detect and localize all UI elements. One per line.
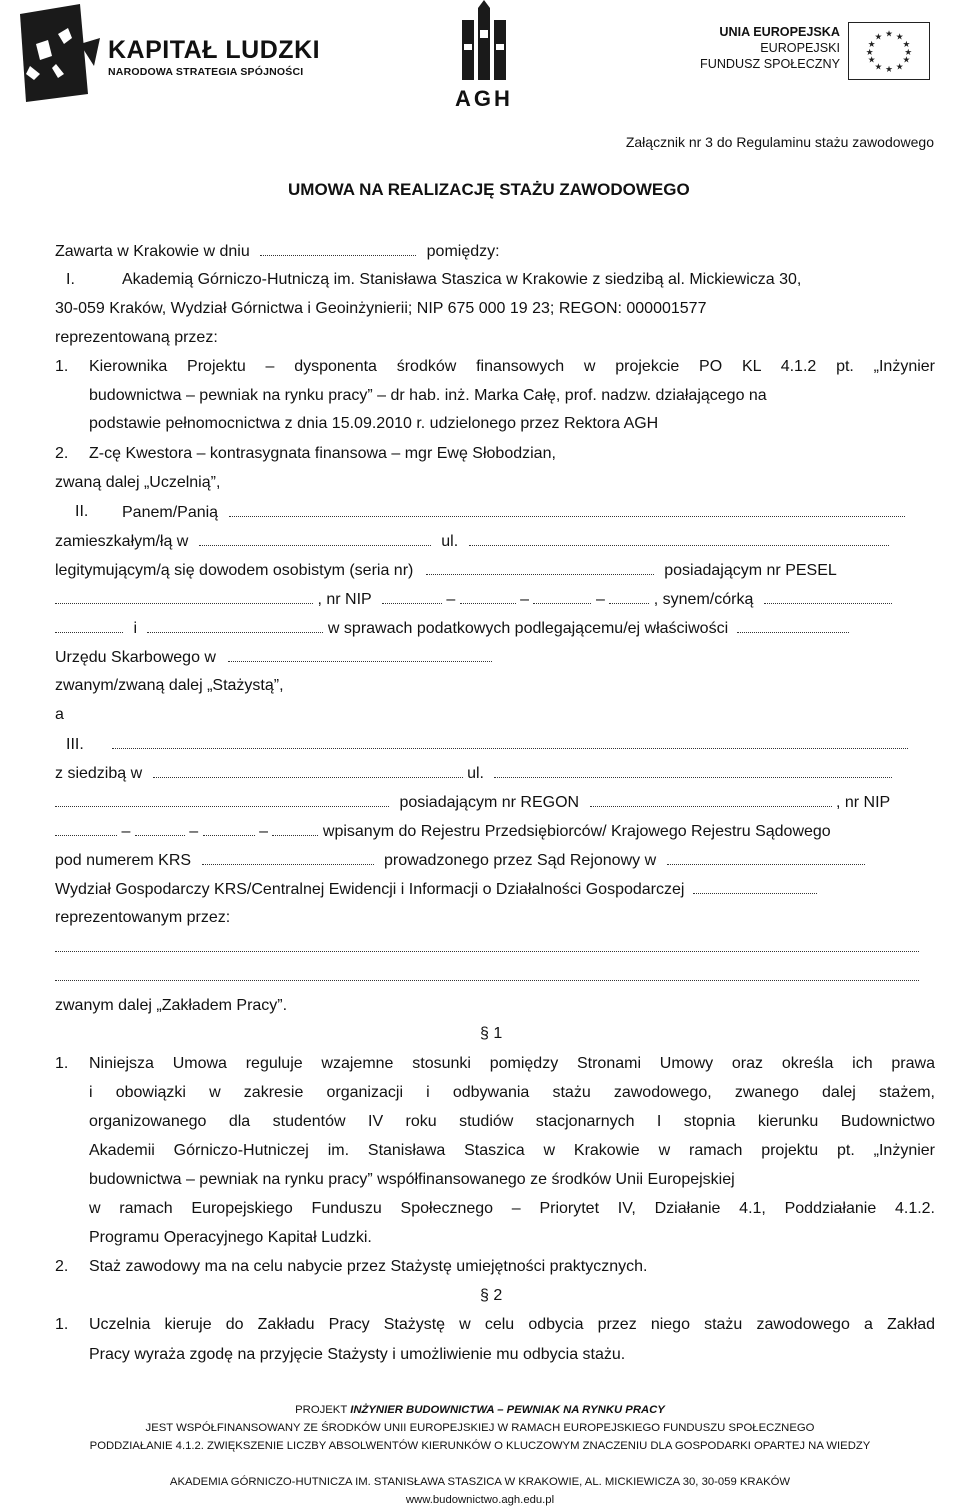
kapital-ludzki-title: KAPITAŁ LUDZKI	[108, 36, 321, 64]
residence-street-field[interactable]	[469, 531, 889, 546]
date-field[interactable]	[260, 241, 416, 256]
eu-line-3: FUNDUSZ SPOŁECZNY	[700, 57, 840, 71]
rep2-num: 2.	[55, 445, 69, 462]
conjunction-a: a	[55, 706, 64, 723]
residence-city-field[interactable]	[199, 531, 431, 546]
footer-project-name: INŻYNIER BUDOWNICTWA – PEWNIAK NA RYNKU PRACY	[350, 1404, 665, 1416]
s1-p1-line-3	[89, 1112, 935, 1132]
s1-p1-line-1	[89, 1054, 935, 1074]
party3-called: zwanym dalej „Zakładem Pracy”.	[55, 997, 288, 1014]
eu-line-1: UNIA EUROPEJSKA	[719, 25, 840, 39]
nip-dash-1: –	[446, 591, 456, 608]
workplace-nip-field-4[interactable]	[272, 821, 318, 836]
s1-p1-num: 1.	[55, 1055, 69, 1072]
party2-tax-office: Urzędu Skarbowego w	[55, 649, 216, 666]
party2-called: zwanym/zwaną dalej „Stażystą”,	[55, 677, 284, 694]
rep-field-1-line	[55, 937, 919, 958]
workplace-rep-field-2[interactable]	[55, 966, 919, 981]
party3-line	[66, 734, 908, 755]
party1-line3: reprezentowaną przez:	[55, 329, 218, 346]
s2-p1-num: 1.	[55, 1316, 69, 1333]
s1-p1-text-3: organizowanego dla studentów IV roku studiów stacjonarnych I stopnia kierunku Budownictwo	[89, 1113, 935, 1130]
workplace-nip-field-1[interactable]	[55, 821, 117, 836]
svg-text:★: ★	[874, 32, 883, 43]
s1-p1-text-6: w ramach Europejskiego Funduszu Społecznego – Priorytet IV, Działanie 4.1, Poddziałanie 4.1.2.	[89, 1200, 935, 1217]
party3-street: ul.	[467, 765, 484, 782]
party3-nip: , nr NIP	[835, 794, 891, 811]
s2-p1-line-1	[89, 1315, 935, 1335]
footer-project-prefix: PROJEKT	[295, 1404, 348, 1416]
s2-p1-line-2: Pracy wyraża zgodę na przyjęcie Stażysty i umożliwienie mu odbycia stażu.	[89, 1346, 626, 1363]
logo-header	[0, 0, 960, 120]
party3-krs: pod numerem KRS	[55, 852, 192, 869]
svg-text:★: ★	[867, 40, 876, 51]
party2-nip-line	[55, 589, 892, 610]
eu-text-block	[690, 24, 840, 72]
party1-called: zwaną dalej „Uczelnią”,	[55, 474, 221, 491]
nip-field-4[interactable]	[609, 589, 649, 604]
party2-residence-line	[55, 531, 889, 552]
kapital-ludzki-emblem-icon	[18, 4, 102, 104]
rep2-line1: Z-cę Kwestora – kontrasygnata finansowa – mgr Ewę Słobodzian,	[89, 445, 556, 462]
svg-text:★: ★	[902, 55, 911, 66]
svg-text:★: ★	[867, 55, 876, 66]
party2-nip: , nr NIP	[317, 591, 372, 608]
svg-text:★: ★	[865, 47, 874, 58]
workplace-rep-field-1[interactable]	[55, 937, 919, 952]
workplace-nip-field-3[interactable]	[203, 821, 255, 836]
svg-text:★: ★	[874, 62, 883, 73]
party3-seat-line	[55, 763, 892, 784]
svg-text:★: ★	[895, 62, 904, 73]
regon-field[interactable]	[590, 792, 832, 807]
party2-id-card: legitymującym/ą się dowodem osobistym (seria nr)	[55, 562, 414, 579]
svg-text:★: ★	[885, 29, 893, 40]
party3-register: wpisanym do Rejestru Przedsiębiorców/ Krajowego Rejestru Sądowego	[322, 823, 831, 840]
party3-num: III.	[66, 736, 84, 753]
workplace-dash-2: –	[189, 823, 199, 840]
party1-num: I.	[66, 271, 75, 288]
s1-p1-text-1: Niniejsza Umowa reguluje wzajemne stosunki pomiędzy Stronami Umowy oraz określa ich prawa	[89, 1055, 935, 1072]
party3-court: prowadzonego przez Sąd Rejonowy w	[383, 852, 657, 869]
rep1-line1	[89, 357, 935, 377]
party3-register-line	[55, 821, 831, 842]
nip-dash-3: –	[595, 591, 605, 608]
party2-tax: w sprawach podatkowych podlegającemu/ej właściwości	[327, 620, 729, 637]
workplace-dash-1: –	[121, 823, 131, 840]
workplace-city-field[interactable]	[153, 763, 463, 778]
tax-office-city-field[interactable]	[228, 647, 492, 662]
workplace-name-field[interactable]	[112, 734, 908, 749]
document-title: UMOWA NA REALIZACJĘ STAŻU ZAWODOWEGO	[288, 180, 690, 199]
workplace-street-field[interactable]	[494, 763, 892, 778]
nip-field-1[interactable]	[382, 589, 442, 604]
court-city-field[interactable]	[667, 850, 865, 865]
footer-subaction: PODDZIAŁANIE 4.1.2. ZWIĘKSZENIE LICZBY ABSOLWENTÓW KIERUNKÓW O KLUCZOWYM ZNACZENIU DLA GOSPODARKI OPARTEJ NA WIEDZY	[89, 1440, 871, 1452]
rep1-line1-text: Kierownika Projektu – dysponenta środków finansowych w projekcie PO KL 4.1.2 pt. „Inżynier	[89, 358, 935, 375]
party2-tax-office-line	[55, 647, 492, 668]
party3-seat: z siedzibą w	[55, 765, 143, 782]
footer-website[interactable]: www.budownictwo.agh.edu.pl	[405, 1494, 555, 1506]
s1-p1-line-4	[89, 1141, 935, 1161]
party2-num: II.	[75, 503, 89, 520]
annex-note: Załącznik nr 3 do Regulaminu stażu zawodowego	[625, 134, 934, 150]
party2-id-line	[55, 560, 837, 581]
rep1-line3: podstawie pełnomocnictwa z dnia 15.09.2010 r. udzielonego przez Rektora AGH	[89, 415, 659, 432]
agh-wordmark: AGH	[455, 86, 513, 111]
s1-p1-text-4: Akademii Górniczo-Hutniczej im. Stanisława Staszica w Krakowie w ramach projektu pt. „Inżynier	[89, 1142, 935, 1159]
workplace-street-field-2[interactable]	[55, 792, 389, 807]
party2-tax-line	[55, 618, 849, 639]
party3-rep: reprezentowanym przez:	[55, 909, 231, 926]
svg-text:★: ★	[885, 65, 893, 76]
rep1-num: 1.	[55, 358, 69, 375]
party3-dept-line	[55, 879, 817, 900]
eu-efs-logo	[686, 22, 946, 86]
agh-emblem-icon	[452, 0, 516, 80]
party2-label-line	[122, 502, 905, 523]
party3-dept: Wydział Gospodarczy KRS/Centralnej Ewidencji i Informacji o Działalności Gospodarczej	[55, 881, 685, 898]
kapital-ludzki-logo	[18, 4, 328, 104]
svg-text:★: ★	[904, 47, 913, 58]
kapital-ludzki-subtitle: NARODOWA STRATEGIA SPÓJNOŚCI	[108, 66, 304, 78]
pesel-field[interactable]	[55, 589, 313, 604]
party3-krs-line	[55, 850, 865, 871]
nip-field-2[interactable]	[460, 589, 516, 604]
agh-logo	[448, 0, 520, 115]
eu-line-2: EUROPEJSKI	[760, 41, 840, 55]
party2-and: i	[133, 620, 138, 637]
s1-p1-line-2	[89, 1083, 935, 1103]
s1-p1-text-2: i obowiązki w zakresie organizacji i odbywania stażu zawodowego, zwanego dalej stażem,	[89, 1084, 935, 1101]
tax-office-field-1[interactable]	[737, 618, 849, 633]
workplace-nip-field-2[interactable]	[135, 821, 185, 836]
eu-flag-icon	[848, 22, 930, 80]
footer-project	[0, 1404, 960, 1416]
nip-field-3[interactable]	[533, 589, 591, 604]
id-card-field[interactable]	[426, 560, 654, 575]
parent-name-field[interactable]	[764, 589, 892, 604]
rep1-line2: budownictwa – pewniak na rynku pracy” – dr hab. inż. Marka Całę, prof. nadzw. działającego na	[89, 387, 767, 404]
s1-p2-num: 2.	[55, 1258, 69, 1275]
section1-heading: § 1	[480, 1025, 503, 1042]
rep-field-2-line	[55, 966, 919, 987]
intern-name-field[interactable]	[229, 502, 905, 517]
register-type-field[interactable]	[693, 879, 817, 894]
s1-p1-text-5: budownictwa – pewniak na rynku pracy” współfinansowanego ze środków Unii Europejskiej	[89, 1171, 735, 1188]
nip-dash-2: –	[520, 591, 530, 608]
party2-label: Panem/Panią	[122, 504, 219, 521]
footer-address: AKADEMIA GÓRNICZO-HUTNICZA IM. STANISŁAWA STASZICA W KRAKOWIE, AL. MICKIEWICZA 30, 30-059 KRAKÓW	[169, 1476, 791, 1488]
footer-cofinanced: JEST WSPÓŁFINANSOWANY ZE ŚRODKÓW UNII EUROPEJSKIEJ W RAMACH EUROPEJSKIEGO FUNDUSZU SPOŁECZNEGO	[145, 1422, 815, 1434]
s2-p1-text-1: Uczelnia kieruje do Zakładu Pracy Stażystę w celu odbycia przez niego stażu zawodowego a Zakład	[89, 1316, 935, 1333]
svg-text:★: ★	[895, 32, 904, 43]
party2-son: , synem/córką	[653, 591, 754, 608]
intro-concluded: Zawarta w Krakowie w dniu	[55, 243, 250, 260]
s1-p1-line-6	[89, 1199, 935, 1219]
intro-line	[55, 241, 500, 262]
party3-regon: posiadającym nr REGON	[399, 794, 580, 811]
svg-text:★: ★	[902, 40, 911, 51]
intro-between: pomiędzy:	[426, 243, 500, 260]
party1-line1: Akademią Górniczo-Hutniczą im. Stanisława Staszica w Krakowie z siedzibą al. Mickiewicza 30,	[122, 271, 802, 288]
s1-p1-line-5	[89, 1170, 935, 1190]
s1-p2-text: Staż zawodowy ma na celu nabycie przez Stażystę umiejętności praktycznych.	[89, 1258, 648, 1275]
section2-heading: § 2	[480, 1287, 503, 1304]
party2-pesel: posiadającym nr PESEL	[664, 562, 837, 579]
parent-name-field-2[interactable]	[55, 618, 123, 633]
s1-p1-line-7: Programu Operacyjnego Kapitał Ludzki.	[89, 1229, 372, 1246]
party2-street: ul.	[441, 533, 459, 550]
krs-field[interactable]	[202, 850, 374, 865]
parent-name-field-3[interactable]	[147, 618, 323, 633]
party2-residing: zamieszkałym/łą w	[55, 533, 189, 550]
party3-regon-line	[55, 792, 890, 813]
workplace-dash-3: –	[259, 823, 268, 840]
party1-line2: 30-059 Kraków, Wydział Górnictwa i Geoinżynierii; NIP 675 000 19 23; REGON: 000001577	[55, 300, 707, 317]
